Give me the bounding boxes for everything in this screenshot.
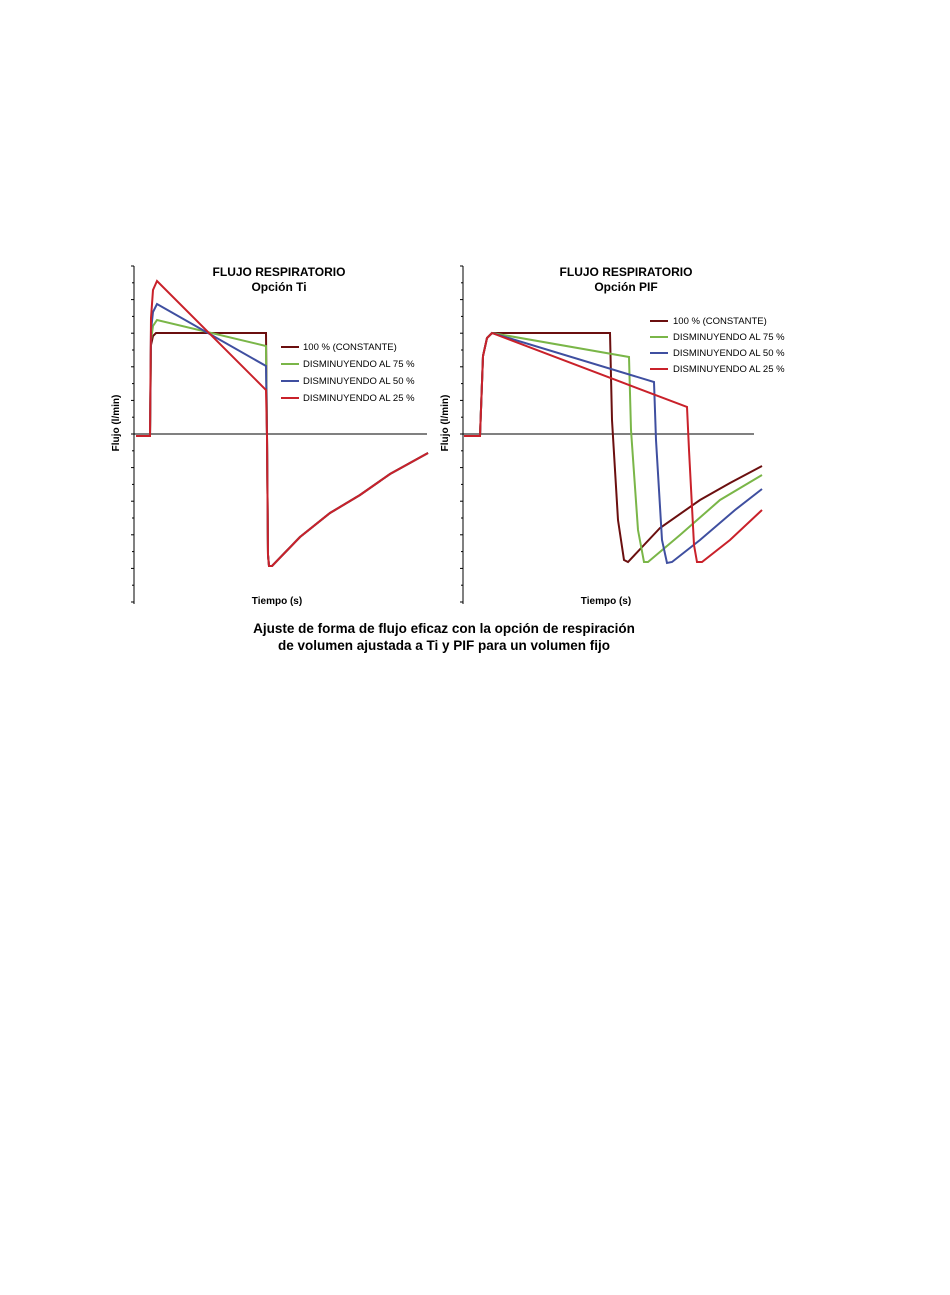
caption-line-1: Ajuste de forma de flujo eficaz con la opción de respiración bbox=[253, 621, 635, 636]
chart-pif-y-ticks bbox=[460, 266, 463, 602]
ti-legend-label-75: DISMINUYENDO AL 75 % bbox=[303, 359, 415, 370]
chart-ti-legend bbox=[281, 342, 415, 404]
chart-ti-plot bbox=[136, 281, 428, 566]
chart-pif-x-label: Tiempo (s) bbox=[580, 596, 632, 607]
pif-legend-label-75: DISMINUYENDO AL 75 % bbox=[673, 332, 785, 343]
pif-legend-label-50: DISMINUYENDO AL 50 % bbox=[673, 348, 785, 359]
chart-ti-y-ticks bbox=[131, 266, 134, 602]
ti-legend-label-100: 100 % (CONSTANTE) bbox=[303, 342, 397, 353]
chart-ti-subtitle: Opción Ti bbox=[251, 280, 307, 294]
ti-series-75 bbox=[136, 320, 428, 566]
ti-legend-label-50: DISMINUYENDO AL 50 % bbox=[303, 376, 415, 387]
chart-ti-title: FLUJO RESPIRATORIO bbox=[212, 265, 346, 279]
chart-pif-title: FLUJO RESPIRATORIO bbox=[559, 265, 693, 279]
chart-ti-y-label: Flujo (l/min) bbox=[111, 394, 122, 452]
chart-pif-subtitle: Opción PIF bbox=[594, 280, 658, 294]
chart-pif bbox=[440, 265, 785, 607]
chart-pif-y-label: Flujo (l/min) bbox=[440, 394, 451, 452]
pif-legend-label-25: DISMINUYENDO AL 25 % bbox=[673, 364, 785, 375]
ti-legend-label-25: DISMINUYENDO AL 25 % bbox=[303, 393, 415, 404]
pif-legend-label-100: 100 % (CONSTANTE) bbox=[673, 316, 767, 327]
chart-pif-legend bbox=[650, 316, 785, 375]
ti-series-25 bbox=[136, 281, 428, 566]
caption-line-2: de volumen ajustada a Ti y PIF para un volumen fijo bbox=[277, 638, 611, 653]
chart-ti bbox=[111, 265, 428, 607]
chart-ti-x-label: Tiempo (s) bbox=[251, 596, 303, 607]
